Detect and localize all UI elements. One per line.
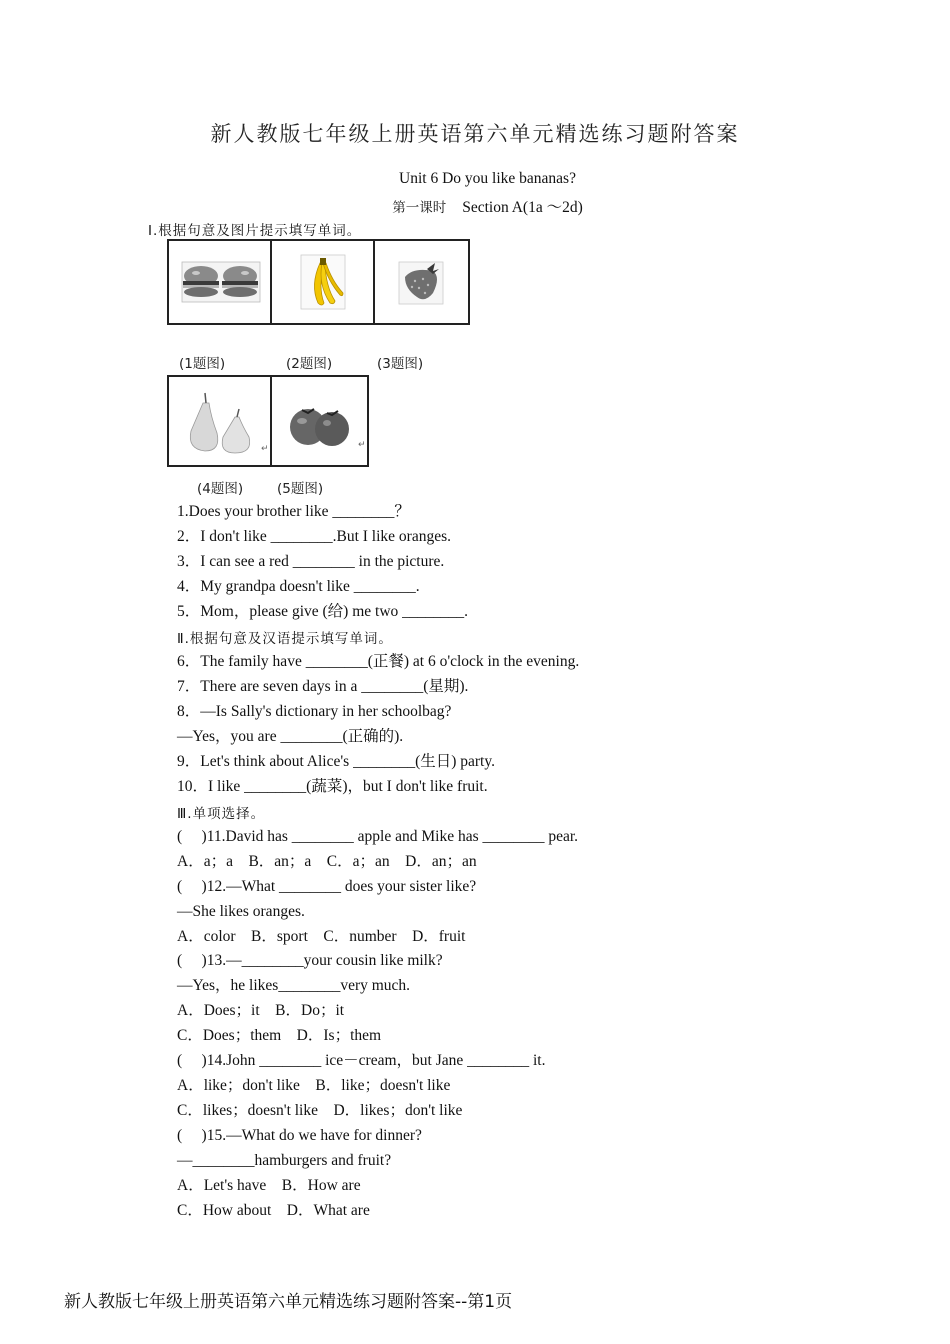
question-13: ( )13.—________your cousin like milk? [177, 952, 443, 969]
question-11: ( )11.David has ________ apple and Mike has ________ pear. [177, 828, 579, 845]
question-12: ( )12.—What ________ does your sister like? [177, 878, 477, 895]
question-10: 10．I like ________(蔬菜)，but I don't like fruit. [177, 778, 488, 795]
document-title: 新人教版七年级上册英语第六单元精选练习题附答案 [210, 122, 740, 146]
caption-4: (4题图) [197, 481, 244, 497]
picture-row-1 [167, 239, 470, 325]
page-footer: 新人教版七年级上册英语第六单元精选练习题附答案--第1页 [64, 1292, 513, 1312]
question-15: ( )15.—What do we have for dinner? [177, 1127, 422, 1144]
question-4: 4．My grandpa doesn't like ________. [177, 578, 420, 595]
question-15-options-cd: C．How about D．What are [177, 1202, 370, 1219]
lesson-label: 第一课时 [392, 200, 447, 216]
picture-1-hamburgers [167, 239, 272, 325]
caption-1: (1题图) [179, 356, 226, 372]
part2-heading: Ⅱ.根据句意及汉语提示填写单词。 [177, 631, 393, 647]
section-label: Section A(1a ～2d) [462, 199, 583, 216]
hamburger-image [169, 241, 270, 323]
question-13-reply: —Yes，he likes________very much. [177, 977, 411, 994]
question-11-options: A．a；a B．an；a C．a；an D．an；an [177, 853, 477, 870]
unit-title: Unit 6 Do you like bananas? [399, 170, 576, 187]
question-9: 9．Let's think about Alice's ________(生日) party. [177, 753, 495, 770]
question-14-options-ab: A．like；don't like B．like；doesn't like [177, 1077, 451, 1094]
picture-2-bananas [272, 239, 375, 325]
question-2: 2．I don't like ________.But I like oranges. [177, 528, 452, 545]
question-13-options-ab: A．Does；it B．Do；it [177, 1002, 345, 1019]
pear-image [169, 377, 270, 465]
caption-2: (2题图) [286, 356, 333, 372]
question-8-answer: —Yes，you are ________(正确的). [177, 728, 404, 745]
question-7: 7．There are seven days in a ________(星期). [177, 678, 469, 695]
question-14: ( )14.John ________ ice－cream，but Jane ________ it. [177, 1052, 546, 1069]
question-3: 3．I can see a red ________ in the picture. [177, 553, 445, 570]
captions-row-2 [0, 477, 950, 497]
strawberry-image [375, 241, 468, 323]
svg-text:↵: ↵ [358, 440, 366, 450]
question-5: 5．Mom，please give (给) me two ________. [177, 603, 469, 620]
svg-text:↵: ↵ [261, 444, 269, 454]
lesson-line [0, 195, 950, 217]
question-14-options-cd: C．likes；doesn't like D．likes；don't like [177, 1102, 463, 1119]
question-12-options: A．color B．sport C．number D．fruit [177, 928, 466, 945]
question-15-reply: —________hamburgers and fruit? [177, 1152, 392, 1169]
picture-4-pears [167, 375, 272, 467]
part3-heading: Ⅲ.单项选择。 [177, 806, 266, 822]
captions-row-1 [0, 352, 950, 372]
question-15-options-ab: A．Let's have B．How are [177, 1177, 361, 1194]
question-8: 8．—Is Sally's dictionary in her schoolbag? [177, 703, 452, 720]
picture-5-tomatoes [272, 375, 369, 467]
question-6: 6．The family have ________(正餐) at 6 o'clock in the evening. [177, 653, 580, 670]
part1-heading: Ⅰ.根据句意及图片提示填写单词。 [148, 223, 362, 239]
caption-3: (3题图) [377, 356, 424, 372]
picture-3-strawberry [375, 239, 470, 325]
question-12-reply: —She likes oranges. [177, 903, 305, 920]
tomato-image [272, 377, 367, 465]
banana-image [272, 241, 373, 323]
question-13-options-cd: C．Does；them D．Is；them [177, 1027, 382, 1044]
caption-5: (5题图) [277, 481, 324, 497]
question-1: 1.Does your brother like ________？ [177, 503, 410, 520]
picture-row-2 [167, 375, 369, 467]
